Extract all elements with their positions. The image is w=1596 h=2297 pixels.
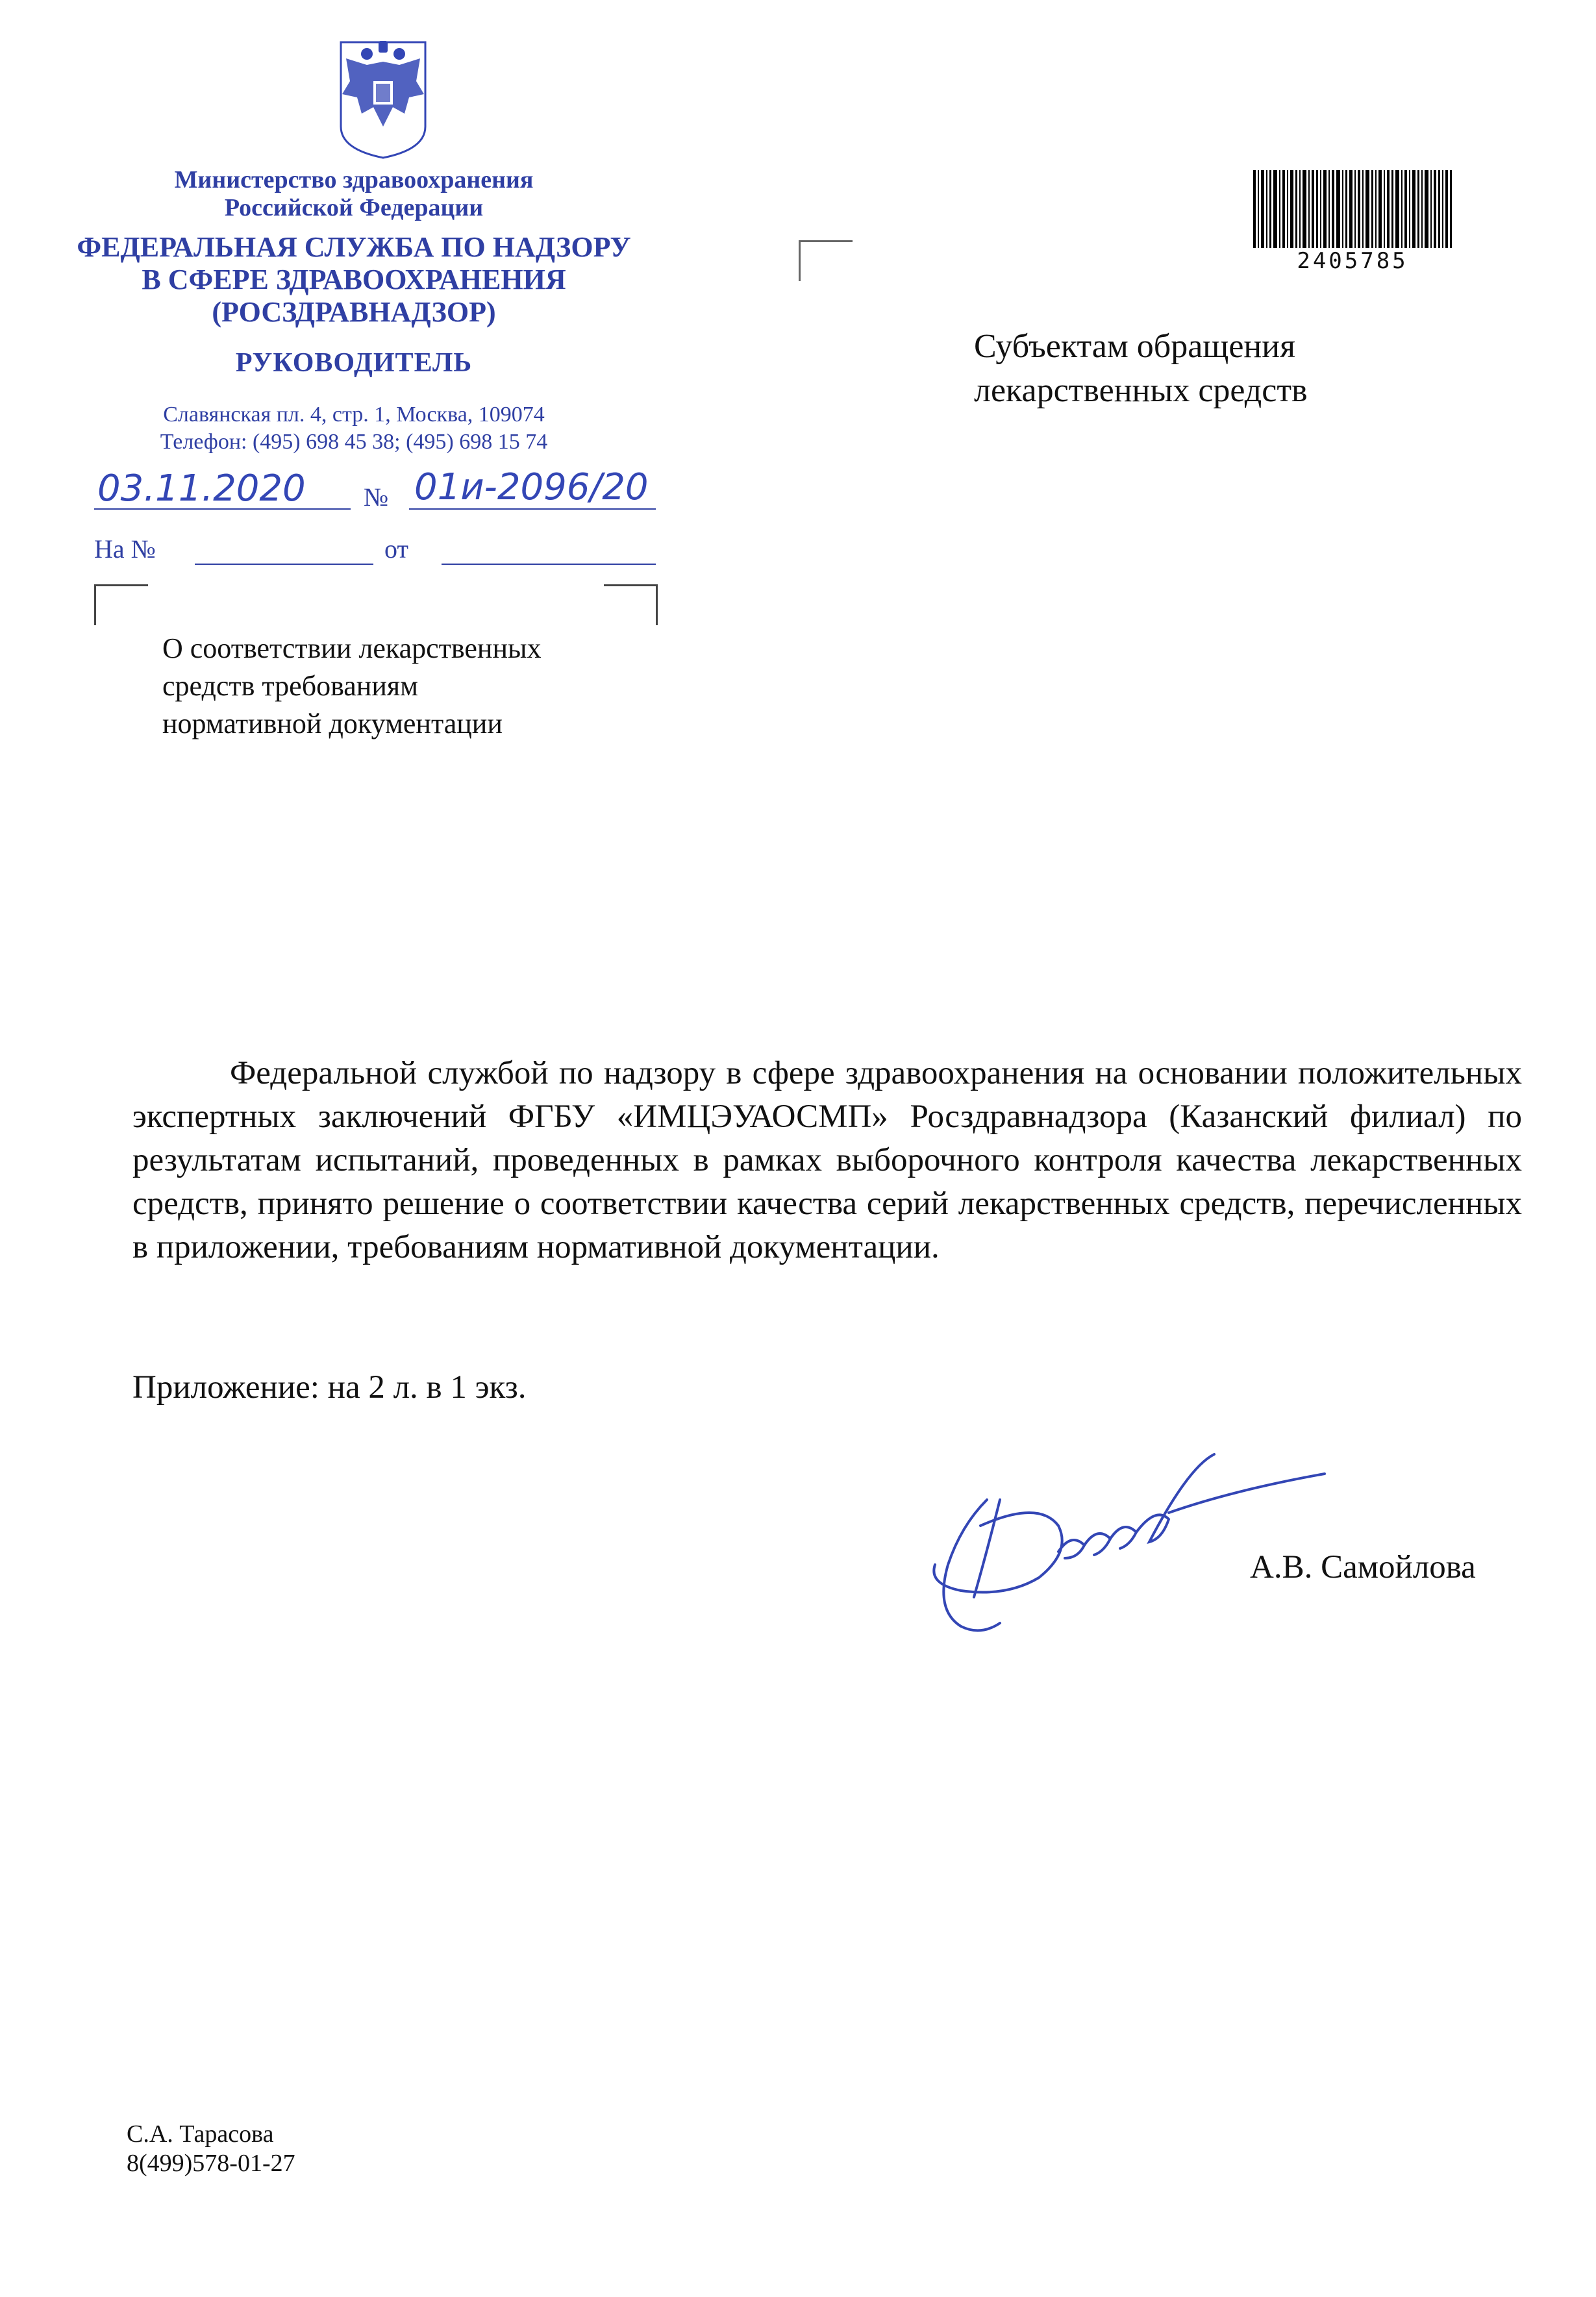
barcode-icon xyxy=(1253,170,1452,248)
reference-from-underline xyxy=(442,564,656,565)
subject-corner-left xyxy=(94,584,148,625)
recipient-corner xyxy=(799,240,853,281)
subject-line1: О соответствии лекарственных xyxy=(162,632,542,664)
service-name-line3: (РОСЗДРАВНАДЗОР) xyxy=(212,296,496,328)
head-title: РУКОВОДИТЕЛЬ xyxy=(235,348,473,378)
subject-corner-right xyxy=(604,584,658,625)
body-paragraph: Федеральной службой по надзору в сфере здравоохранения на основании положительных экспертных заключений ФГБУ «ИМЦЭУАОСМП» Росздравнадзора (Казанский филиал) по результатам испытаний, проведенных в рамках выборочного контроля качества лекарственных средств, принято решение о соответствии качества серий лекарственных средств, перечисленных в приложении, требованиям нормативной документации. xyxy=(132,1055,1522,1265)
service-name-line2: В СФЕРЕ ЗДРАВООХРАНЕНИЯ xyxy=(142,264,566,295)
recipient-line2: лекарственных средств xyxy=(974,372,1308,409)
coat-of-arms-icon xyxy=(328,29,438,159)
recipient xyxy=(974,325,1308,413)
ministry-name-line2: Российской Федерации xyxy=(224,194,484,221)
number-underline xyxy=(409,508,656,510)
address: Славянская пл. 4, стр. 1, Москва, 109074 xyxy=(163,403,545,427)
registration-number: 01и-2096/20 xyxy=(414,466,649,508)
service-name-line1: ФЕДЕРАЛЬНАЯ СЛУЖБА ПО НАДЗОРУ xyxy=(77,231,631,263)
phone: Телефон: (495) 698 45 38; (495) 698 15 74 xyxy=(160,430,548,454)
signer-name: А.В. Самойлова xyxy=(1250,1549,1476,1585)
subject-line3: нормативной документации xyxy=(162,708,503,739)
registration-date: 03.11.2020 xyxy=(97,467,306,510)
reference-underline xyxy=(195,564,373,565)
reference-label: На № xyxy=(94,534,156,564)
executor-name: С.А. Тарасова xyxy=(127,2120,274,2148)
appendix-note: Приложение: на 2 л. в 1 экз. xyxy=(132,1369,527,1406)
subject xyxy=(162,630,542,743)
barcode-number: 2405785 xyxy=(1297,248,1408,274)
subject-line2: средств требованиям xyxy=(162,670,418,702)
reference-from-label: от xyxy=(384,534,408,564)
number-sign: № xyxy=(364,482,389,512)
handwritten-signature-icon xyxy=(909,1428,1351,1643)
recipient-line1: Субъектам обращения xyxy=(974,328,1295,365)
executor-phone: 8(499)578-01-27 xyxy=(127,2150,295,2177)
ministry-name-line1: Министерство здравоохранения xyxy=(174,166,534,193)
